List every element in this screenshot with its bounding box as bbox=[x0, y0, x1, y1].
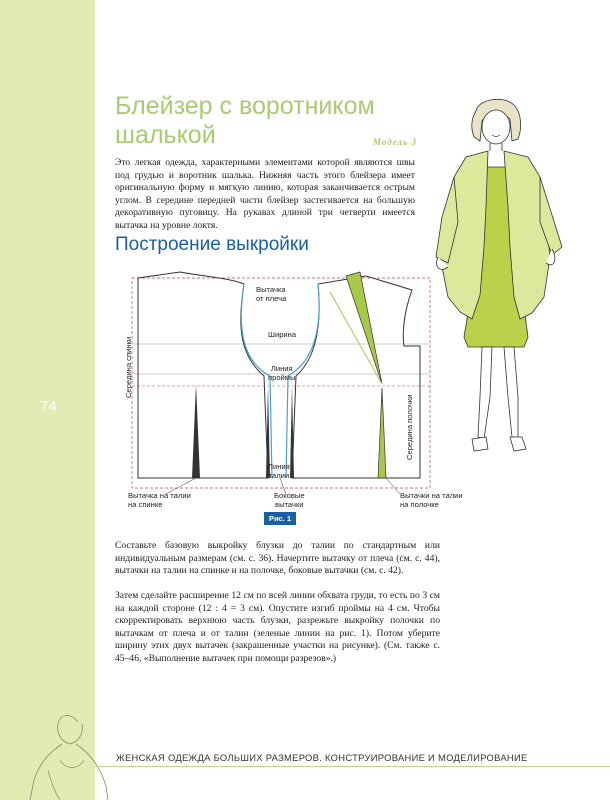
figure-label: Рис. 1 bbox=[264, 512, 296, 525]
footer-book-title: ЖЕНСКАЯ ОДЕЖДА БОЛЬШИХ РАЗМЕРОВ. КОНСТРУИРОВАНИЕ И МОДЕЛИРОВАНИЕ bbox=[116, 752, 528, 763]
sidebar-band bbox=[0, 0, 95, 800]
page-number: 74 bbox=[40, 398, 57, 415]
label-width: Ширина bbox=[268, 330, 297, 339]
label-armhole-line: Линия проймы bbox=[268, 364, 296, 382]
sidebar-figure-sketch bbox=[0, 700, 110, 800]
label-side-darts: Боковые вытачки bbox=[274, 491, 305, 509]
label-shoulder-dart: Вытачка от плеча bbox=[256, 285, 287, 303]
intro-paragraph: Это легкая одежда, характерными элементами которой являются швы под грудью и воротник шалька. Нижняя часть этого блейзера имеет оригинальную форму и мягкую линию, которая заканчивается острым углом. В середине передней части блейзер застегивается на большую декоративную пуговицу. На рукавах длиной три четверти имеется вытачка на уровне локтя. bbox=[115, 157, 415, 231]
paragraph-1: Составьте базовую выкройку блузки до талии по стандартным или индивидуальным размерам (см. с. 36). Начертите вытачку от плеча (см. с. 44), вытачки на талии на спинке и на полочке, боковые вытачки (см. с. 42). bbox=[115, 540, 440, 577]
label-front-center: Середина полочки bbox=[405, 394, 414, 460]
label-back-waist-dart: Вытачка на талии на спинке bbox=[128, 491, 191, 509]
label-waist-line: Линия талии bbox=[268, 462, 290, 480]
blazer-model-illustration bbox=[428, 97, 568, 462]
label-front-waist-darts: Вытачки на талии на полочке bbox=[400, 491, 463, 509]
page-title: Блейзер с воротником шалькой bbox=[115, 92, 375, 149]
paragraph-2: Затем сделайте расширение 12 см по всей линии обхвата груди, то есть по 3 см на каждой стороне (12 : 4 = 3 см). Опустите изгиб проймы на 4 см. Чтобы скорректировать верхнюю часть блузки, разрежьте выкройку полочки по вытачкам от плеча и от талии (зеленые линии на рис. 1). Потом уберите ширину этих двух вытачек (закрашенные участки на рисунке). (См. также с. 45–46, «Выполнение вытачек при помощи разрезов».) bbox=[115, 590, 440, 664]
label-back-center: Середина спинки bbox=[124, 336, 133, 398]
footer-divider bbox=[95, 766, 610, 767]
section-heading: Построение выкройки bbox=[115, 234, 309, 255]
model-label: Модель 3 bbox=[373, 137, 417, 147]
